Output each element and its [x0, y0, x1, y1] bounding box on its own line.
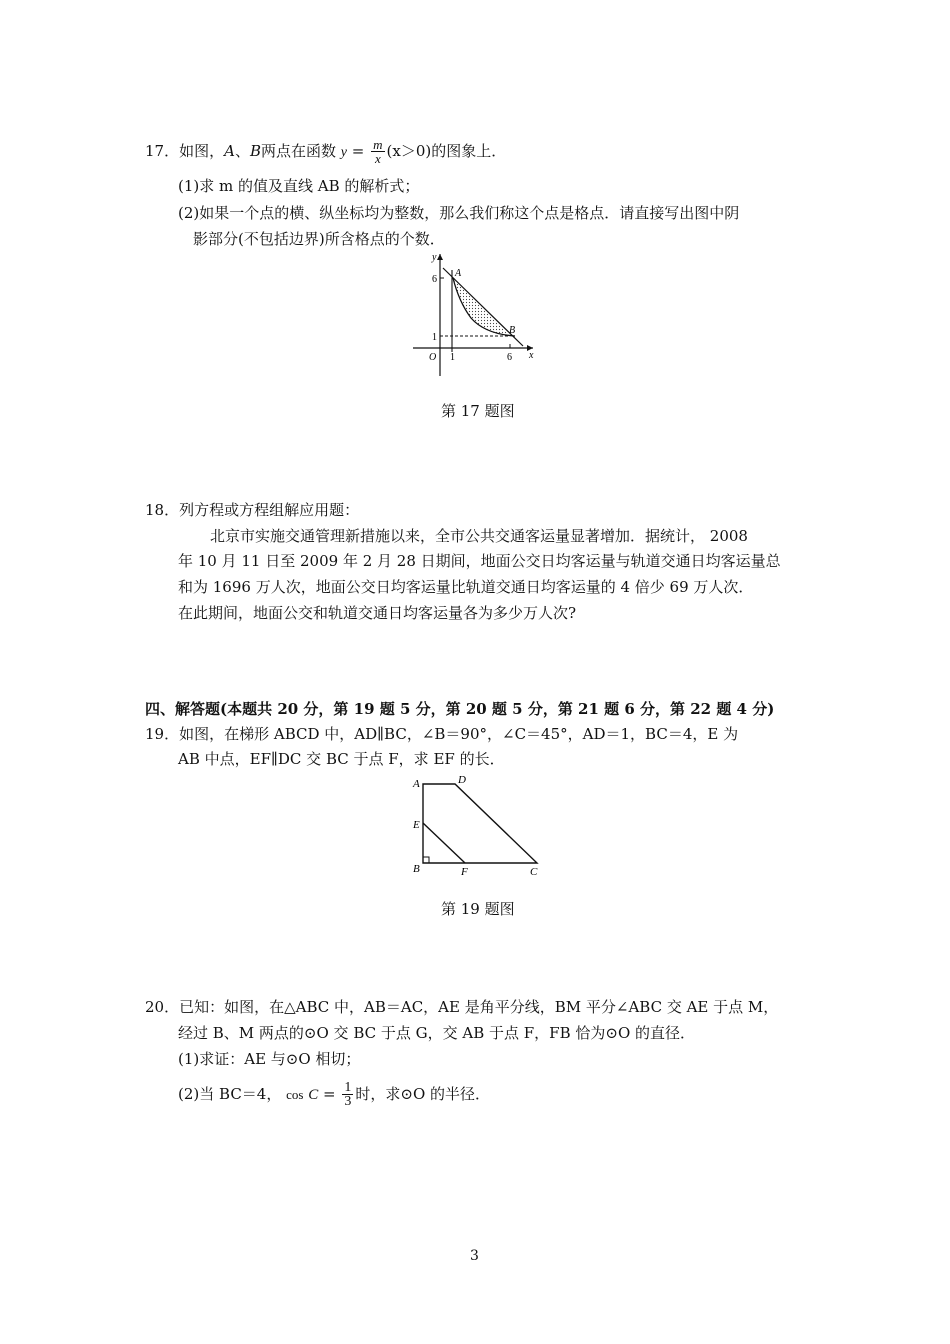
q20-part1: (1)求证：AE 与⊙O 相切；: [178, 1050, 361, 1068]
q20-line1: 20．已知：如图，在△ABC 中，AB＝AC，AE 是角平分线，BM 平分∠ABC 交 AE 于点 M，: [145, 998, 779, 1016]
q19-figure: [405, 772, 550, 882]
label-tick-x6: 6: [507, 352, 512, 363]
q19-line1: 19．如图，在梯形 ABCD 中，AD∥BC，∠B＝90°，∠C＝45°，AD＝1，BC＝4，E 为: [145, 725, 739, 743]
q17-caption: 第 17 题图: [441, 402, 515, 420]
label-origin: O: [429, 352, 437, 363]
q17-part1: (1)求 m 的值及直线 AB 的解析式；: [178, 177, 420, 195]
q17-number: 17．: [145, 142, 180, 160]
q19-number: 19．: [145, 725, 180, 743]
q20-fraction: $\frac{1}{3}$: [344, 1080, 352, 1109]
label-f: F: [461, 866, 468, 878]
q18-number: 18．: [145, 501, 180, 519]
q17-stem: 17．如图，A、B两点在函数 y = $\frac{m}{x}$ (x＞0)的图象上．: [145, 137, 507, 166]
q20-number: 20．: [145, 998, 180, 1016]
q18-line4: 在此期间，地面公交和轨道交通日均客运量各为多少万人次?: [178, 604, 577, 622]
q17-fraction: $\frac{m}{x}$: [373, 137, 383, 166]
q18-line2: 年 10 月 11 日至 2009 年 2 月 28 日期间，地面公交日均客运量与轨道交通日均客运量总: [178, 552, 781, 570]
label-point-b: B: [509, 325, 516, 336]
q20-line2: 经过 B、M 两点的⊙O 交 BC 于点 G，交 AB 于点 F，FB 恰为⊙O 的直径．: [178, 1024, 696, 1042]
label-tick-y6: 6: [432, 274, 437, 285]
q17-part2-line2: 影部分(不包括边界)所含格点的个数．: [193, 230, 445, 248]
label-point-a: A: [455, 268, 462, 279]
label-b: B: [413, 863, 420, 875]
label-y: y: [432, 252, 437, 263]
q18-line3: 和为 1696 万人次，地面公交日均客运量比轨道交通日均客运量的 4 倍少 69 万人次．: [178, 578, 754, 596]
q19-caption: 第 19 题图: [441, 900, 515, 918]
label-tick-y1: 1: [432, 332, 437, 343]
label-e: E: [413, 819, 420, 831]
q20-part2: (2)当 BC＝4， cos C = $\frac{1}{3}$ 时，求⊙O 的半径．: [178, 1080, 491, 1109]
label-tick-x1: 1: [450, 352, 455, 363]
page-number: 3: [470, 1248, 479, 1264]
right-angle-mark: [423, 857, 429, 863]
q18-line1: 北京市实施交通管理新措施以来，全市公共交通客运量显著增加．据统计， 2008: [210, 527, 748, 545]
trapezoid: [423, 784, 537, 863]
y-arrow-icon: [437, 254, 443, 260]
q19-line2: AB 中点，EF∥DC 交 BC 于点 F，求 EF 的长．: [178, 750, 505, 768]
q18-title: 18．列方程或方程组解应用题：: [145, 501, 360, 519]
label-x: x: [529, 350, 534, 361]
label-c: C: [530, 866, 538, 878]
q17-figure: [405, 250, 545, 380]
label-a: A: [413, 778, 420, 790]
label-d: D: [458, 774, 466, 786]
section-heading: 四、解答题(本题共 20 分，第 19 题 5 分，第 20 题 5 分，第 21 题 6 分，第 22 题 4 分): [145, 700, 775, 718]
q17-part2-line1: (2)如果一个点的横、纵坐标均为整数，那么我们称这个点是格点．请直接写出图中阴: [178, 204, 740, 222]
